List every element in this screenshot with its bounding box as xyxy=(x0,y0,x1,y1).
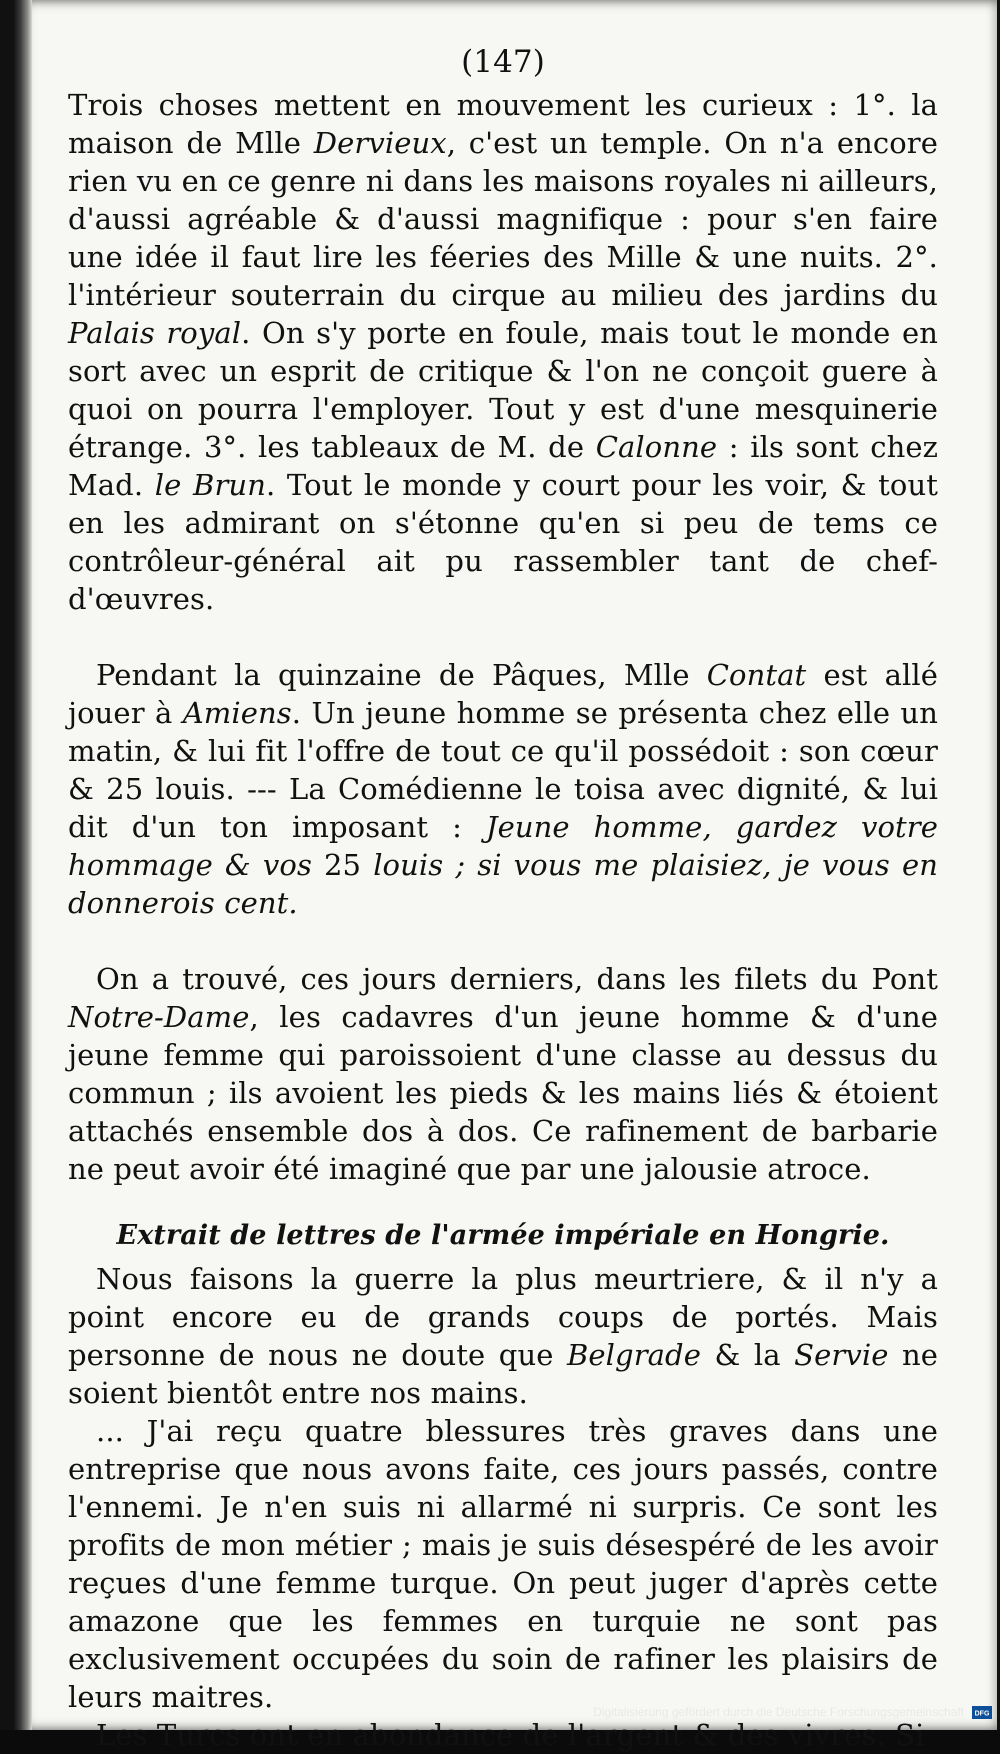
paragraph-guerre-part-3: ne soient bientôt entre nos mains. xyxy=(68,1338,938,1410)
paragraph-guerre xyxy=(68,1260,938,1412)
name-calonne: Calonne xyxy=(595,430,718,464)
place-amiens: Amiens xyxy=(182,696,292,730)
name-dervieux: Dervieux xyxy=(313,126,447,160)
page-binding-shadow xyxy=(14,0,32,1730)
page-number: (147) xyxy=(461,44,545,80)
paragraph-blessures: ... J'ai reçu quatre blessures très graves dans une entreprise que nous avons faite, ces jours passés, contre l'ennemi. Je n'en suis ni allarmé ni surpris. Ce sont les profits de mon métier ; mais je suis désespéré de les avoir reçues d'une femme turque. On peut juger d'après cette amazone que les femmes en turquie ne sont pas exclusivement occupées du soin de rafiner les plaisirs de leurs maitres. xyxy=(68,1414,938,1714)
paragraph-gap xyxy=(68,922,938,960)
name-contat: Contat xyxy=(706,658,807,692)
paragraph-guerre-part-2: & la xyxy=(700,1338,795,1372)
paragraph-pont-part-1: On a trouvé, ces jours derniers, dans les filets du Pont xyxy=(96,962,938,996)
paragraph-pont-part-2: , les cadavres d'un jeune homme & d'une jeune femme qui paroissoient d'une classe au dessus du commun ; ils avoient les pieds & les mains liés & étoient attachés ensemble dos à dos. Ce rafinement de barbarie ne peut avoir été imaginé que par une jalousie atroce. xyxy=(68,1000,938,1186)
dfg-logo-text: DFG xyxy=(974,1709,990,1717)
footer-text: Digitalisierung gefördert durch die Deutsche Forschungsgemeinschaft xyxy=(593,1705,964,1719)
paragraph-curiosities-part-4: : ils sont chez Mad. xyxy=(68,430,938,502)
place-servie: Servie xyxy=(794,1338,889,1372)
paragraph-gap xyxy=(68,1188,938,1218)
name-le-brun: le Brun xyxy=(154,468,266,502)
section-title-hongrie: Extrait de lettres de l'armée impériale en Hongrie. xyxy=(116,1220,890,1251)
place-belgrade: Belgrade xyxy=(566,1338,701,1372)
dfg-logo-icon xyxy=(972,1706,992,1719)
paragraph-curiosities xyxy=(68,86,938,618)
paragraph-curiosities-part-1: Trois choses mettent en mouvement les curieux : 1°. la maison de Mlle xyxy=(68,88,938,160)
paragraph-contat-part-3: . Un jeune homme se présenta chez elle un matin, & lui fit l'offre de tout ce qu'il possédoit : son cœur & 25 louis. --- La Comédienne le toisa avec dignité, & lui dit d'un ton imposant : xyxy=(68,696,938,844)
paragraph-curiosities-part-2: , c'est un temple. On n'a encore rien vu en ce genre ni dans les maisons royales ni ailleurs, d'aussi agréable & d'aussi magnifique : pour s'en faire une idée il faut lire les féeries des Mille & une nuits. 2°. l'intérieur souterrain du cirque au milieu des jardins du xyxy=(68,126,938,312)
place-notre-dame: Notre-Dame xyxy=(68,1000,250,1034)
quote-part-1: Jeune homme, gardez votre hommage & vos xyxy=(68,810,938,882)
paragraph-curiosities-part-3: . On s'y porte en foule, mais tout le monde en sort avec un esprit de critique & l'on ne conçoit guere à quoi on pourra l'employer. Tout y est d'une mesquinerie étrange. 3°. les tableaux de M. de xyxy=(68,316,938,464)
paragraph-curiosities-part-5: . Tout le monde y court pour les voir, & tout en les admirant on s'étonne qu'en si peu de tems ce contrôleur-général ait pu rassembler tant de chef-d'œuvres. xyxy=(68,468,939,616)
paragraph-pont-notre-dame xyxy=(68,960,938,1188)
paragraph-gap xyxy=(68,618,938,656)
footer-credit xyxy=(593,1700,992,1724)
page-content xyxy=(68,44,938,1754)
paragraph-turcs: Les Turcs ont en abondance de l'argent & des vivres. Si xyxy=(96,1718,925,1752)
quote-part-2: louis ; si vous me plaisiez, je vous en donnerois cent. xyxy=(68,848,938,920)
book-page xyxy=(14,0,997,1752)
paragraph-guerre-part-1: Nous faisons la guerre la plus meurtriere, & il n'y a point encore eu de grands coups de portés. Mais personne de nous ne doute que xyxy=(68,1262,938,1372)
paragraph-contat-part-4: 25 xyxy=(311,848,374,882)
paragraph-contat-part-2: est allé jouer à xyxy=(68,658,938,730)
paragraph-contat xyxy=(68,656,938,922)
paragraph-contat-part-1: Pendant la quinzaine de Pâques, Mlle xyxy=(96,658,707,692)
place-palais-royal: Palais royal xyxy=(68,316,242,350)
